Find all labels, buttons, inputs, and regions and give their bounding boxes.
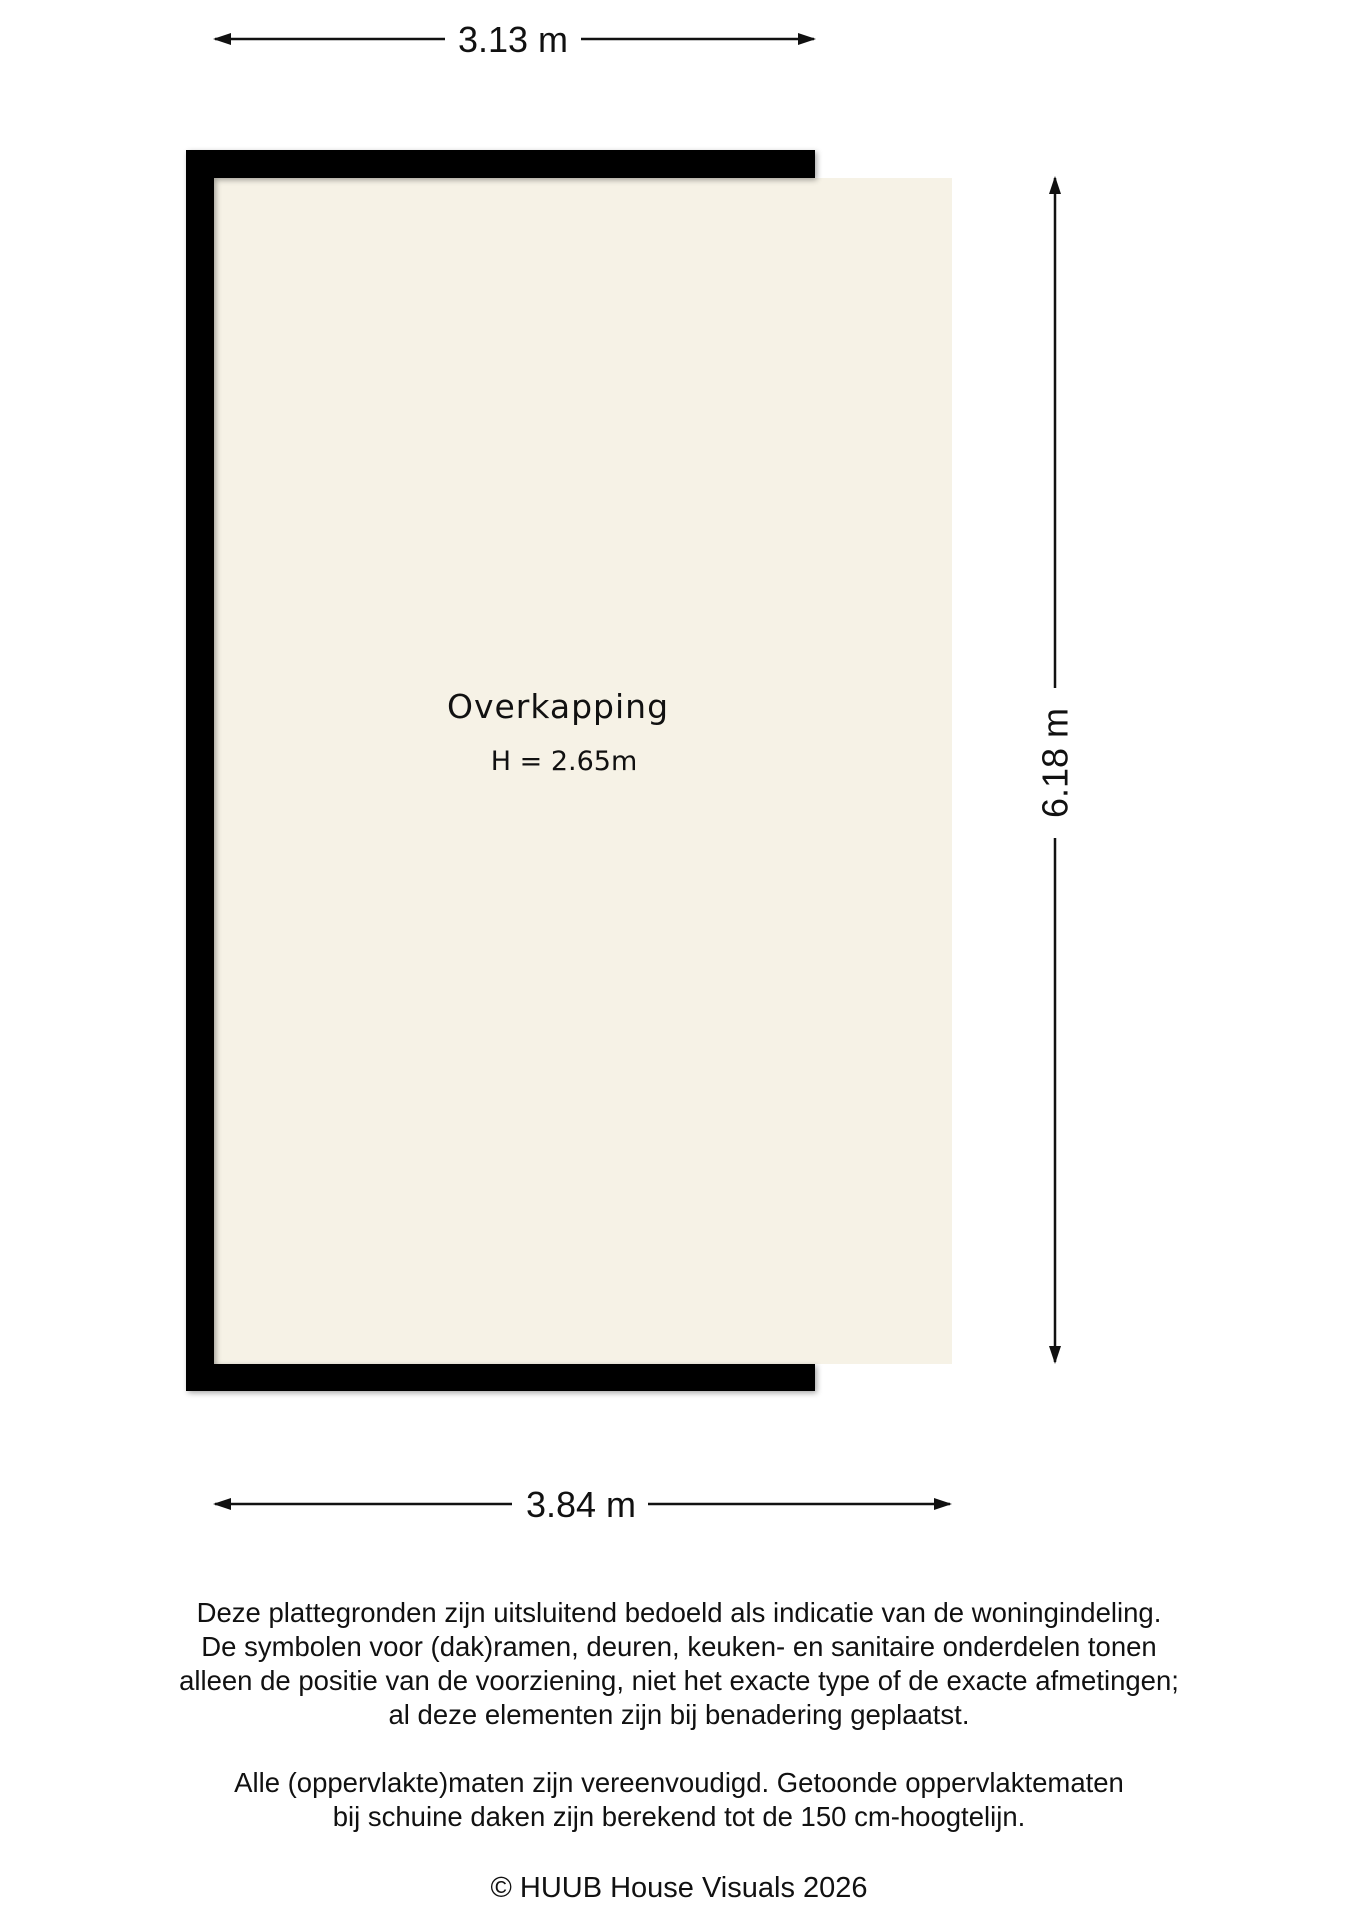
dimension-top-label: 3.13 m: [457, 19, 569, 60]
dimension-bottom: [215, 1484, 950, 1525]
disclaimer-line: al deze elementen zijn bij benadering geplaatst.: [388, 1699, 970, 1730]
room-height: H = 2.65m: [490, 746, 638, 777]
copyright: © HUUB House Visuals 2026: [490, 1872, 868, 1904]
disclaimer-line: Deze plattegronden zijn uitsluitend bedoeld als indicatie van de woningindeling.: [196, 1597, 1162, 1628]
room-name: Overkapping: [446, 687, 670, 726]
disclaimer-line: Alle (oppervlakte)maten zijn vereenvoudigd. Getoonde oppervlaktematen: [234, 1767, 1124, 1798]
disclaimer: [0, 1596, 1358, 1834]
dimension-right: [1035, 178, 1076, 1362]
dimension-right-label: 6.18 m: [1034, 707, 1076, 819]
disclaimer-line: De symbolen voor (dak)ramen, deuren, keuken- en sanitaire onderdelen tonen: [201, 1631, 1157, 1662]
dimension-bottom-label: 3.84 m: [525, 1484, 637, 1525]
dimension-top: [215, 19, 814, 60]
disclaimer-line: alleen de positie van de voorziening, niet het exacte type of de exacte afmetingen;: [179, 1665, 1179, 1696]
paragraph-spacer: [0, 1732, 1358, 1766]
disclaimer-line: bij schuine daken zijn berekend tot de 150 cm-hoogtelijn.: [332, 1801, 1026, 1832]
